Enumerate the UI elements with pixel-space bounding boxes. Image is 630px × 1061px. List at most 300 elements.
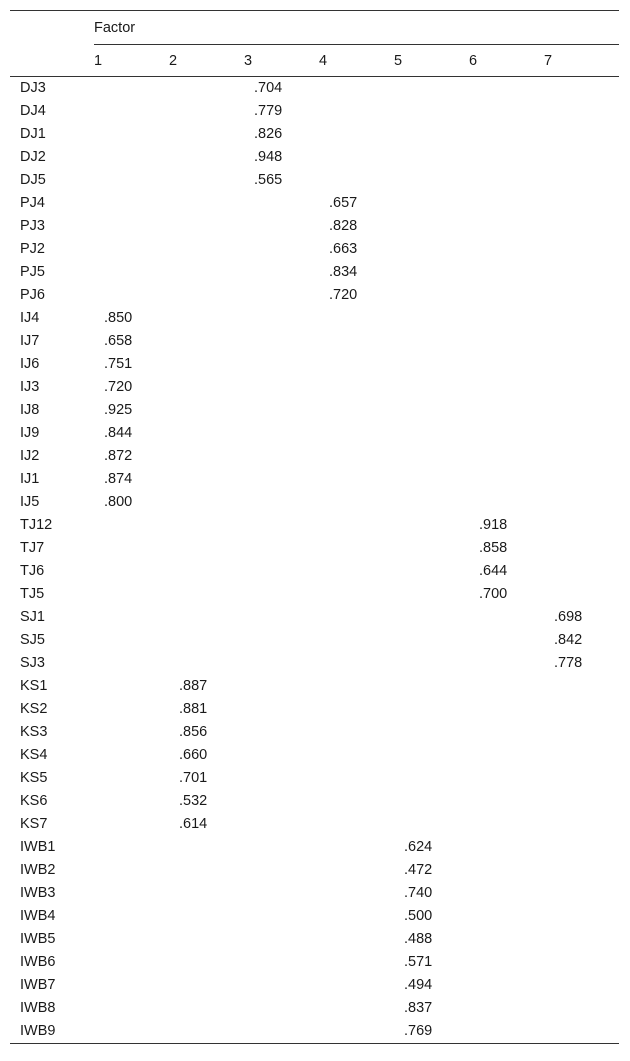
empty-cell <box>544 399 619 422</box>
empty-cell <box>169 629 244 652</box>
table-row <box>10 284 619 307</box>
empty-cell <box>394 238 469 261</box>
empty-cell <box>544 376 619 399</box>
table-row <box>10 905 619 928</box>
empty-cell <box>319 560 394 583</box>
empty-cell <box>94 652 169 675</box>
table-row <box>10 974 619 997</box>
empty-cell <box>544 284 619 307</box>
empty-cell <box>469 100 544 123</box>
empty-cell <box>469 192 544 215</box>
empty-cell <box>244 376 319 399</box>
row-label: SJ3 <box>20 655 45 671</box>
empty-cell <box>394 399 469 422</box>
empty-cell <box>469 123 544 146</box>
empty-cell <box>244 905 319 928</box>
empty-cell <box>394 192 469 215</box>
empty-cell <box>469 767 544 790</box>
empty-cell <box>319 583 394 606</box>
row-label: SJ1 <box>20 609 45 625</box>
loading-value: .834 <box>329 264 358 280</box>
empty-cell <box>244 721 319 744</box>
loading-value: .663 <box>329 241 358 257</box>
row-label: IWB5 <box>20 931 56 947</box>
empty-cell <box>169 399 244 422</box>
empty-cell <box>394 353 469 376</box>
header-row-columns <box>10 45 619 77</box>
row-label: TJ7 <box>20 540 45 556</box>
empty-cell <box>169 997 244 1020</box>
empty-cell <box>169 859 244 882</box>
table-row <box>10 353 619 376</box>
loading-value: .850 <box>104 310 133 326</box>
empty-cell <box>394 77 469 101</box>
header-corner-cell <box>10 45 94 77</box>
empty-cell <box>394 514 469 537</box>
table-row <box>10 928 619 951</box>
row-label: IWB3 <box>20 885 56 901</box>
empty-cell <box>244 514 319 537</box>
loading-value: .828 <box>329 218 358 234</box>
empty-cell <box>244 1020 319 1044</box>
row-label: DJ3 <box>20 80 46 96</box>
empty-cell <box>244 583 319 606</box>
row-label: IJ1 <box>20 471 40 487</box>
empty-cell <box>94 882 169 905</box>
empty-cell <box>244 422 319 445</box>
table-row <box>10 813 619 836</box>
empty-cell <box>169 905 244 928</box>
empty-cell <box>544 330 619 353</box>
row-label: KS2 <box>20 701 48 717</box>
empty-cell <box>169 169 244 192</box>
empty-cell <box>394 652 469 675</box>
empty-cell <box>244 790 319 813</box>
empty-cell <box>169 537 244 560</box>
empty-cell <box>169 376 244 399</box>
empty-cell <box>544 215 619 238</box>
empty-cell <box>244 307 319 330</box>
empty-cell <box>169 882 244 905</box>
empty-cell <box>544 859 619 882</box>
empty-cell <box>244 836 319 859</box>
empty-cell <box>319 376 394 399</box>
row-label: IWB7 <box>20 977 56 993</box>
empty-cell <box>394 721 469 744</box>
empty-cell <box>94 261 169 284</box>
empty-cell <box>169 652 244 675</box>
loading-value: .778 <box>554 655 583 671</box>
empty-cell <box>544 169 619 192</box>
table-row <box>10 100 619 123</box>
empty-cell <box>94 77 169 101</box>
loading-value: .881 <box>179 701 208 717</box>
empty-cell <box>544 1020 619 1044</box>
row-label: IJ8 <box>20 402 40 418</box>
empty-cell <box>544 422 619 445</box>
table-row <box>10 215 619 238</box>
empty-cell <box>94 284 169 307</box>
factor-loadings-table <box>10 10 619 1044</box>
loading-value: .700 <box>479 586 508 602</box>
loading-value: .837 <box>404 1000 433 1016</box>
empty-cell <box>544 445 619 468</box>
empty-cell <box>169 123 244 146</box>
empty-cell <box>544 583 619 606</box>
row-label: IJ5 <box>20 494 40 510</box>
empty-cell <box>319 974 394 997</box>
loading-value: .800 <box>104 494 133 510</box>
empty-cell <box>94 675 169 698</box>
empty-cell <box>94 928 169 951</box>
empty-cell <box>394 376 469 399</box>
empty-cell <box>244 537 319 560</box>
empty-cell <box>244 468 319 491</box>
loading-value: .769 <box>394 1020 469 1044</box>
empty-cell <box>469 790 544 813</box>
empty-cell <box>244 353 319 376</box>
empty-cell <box>244 652 319 675</box>
empty-cell <box>469 445 544 468</box>
loading-value: .826 <box>254 126 283 142</box>
table-row <box>10 307 619 330</box>
empty-cell <box>544 675 619 698</box>
empty-cell <box>469 215 544 238</box>
empty-cell <box>469 951 544 974</box>
empty-cell <box>394 606 469 629</box>
table-row <box>10 376 619 399</box>
empty-cell <box>94 905 169 928</box>
table-row <box>10 721 619 744</box>
empty-cell <box>319 951 394 974</box>
empty-cell <box>244 767 319 790</box>
row-label: IJ3 <box>20 379 40 395</box>
table-row <box>10 422 619 445</box>
empty-cell <box>319 629 394 652</box>
empty-cell <box>469 376 544 399</box>
empty-cell <box>544 974 619 997</box>
empty-cell <box>544 468 619 491</box>
table-header <box>10 11 619 77</box>
empty-cell <box>544 905 619 928</box>
empty-cell <box>319 100 394 123</box>
empty-cell <box>544 100 619 123</box>
empty-cell <box>169 1020 244 1044</box>
empty-cell <box>169 514 244 537</box>
row-label: DJ2 <box>20 149 46 165</box>
table-row <box>10 468 619 491</box>
empty-cell <box>394 790 469 813</box>
row-label: TJ12 <box>20 517 53 533</box>
empty-cell <box>169 353 244 376</box>
empty-cell <box>469 813 544 836</box>
column-header-2: 2 <box>169 45 244 77</box>
empty-cell <box>469 836 544 859</box>
row-label: KS3 <box>20 724 48 740</box>
loading-value: .720 <box>104 379 133 395</box>
empty-cell <box>544 491 619 514</box>
empty-cell <box>544 997 619 1020</box>
loading-value: .751 <box>104 356 133 372</box>
empty-cell <box>94 698 169 721</box>
loading-value: .624 <box>404 839 433 855</box>
empty-cell <box>94 123 169 146</box>
empty-cell <box>544 123 619 146</box>
loading-value: .720 <box>329 287 358 303</box>
column-header-1: 1 <box>94 45 169 77</box>
empty-cell <box>394 215 469 238</box>
empty-cell <box>319 307 394 330</box>
empty-cell <box>244 813 319 836</box>
table-row <box>10 997 619 1020</box>
empty-cell <box>94 560 169 583</box>
empty-cell <box>319 445 394 468</box>
empty-cell <box>94 1020 169 1044</box>
loading-value: .701 <box>179 770 208 786</box>
loading-value: .500 <box>404 908 433 924</box>
row-label: IWB4 <box>20 908 56 924</box>
empty-cell <box>469 422 544 445</box>
table-body <box>10 77 619 1044</box>
row-label: IJ9 <box>20 425 40 441</box>
loading-value: .658 <box>104 333 133 349</box>
empty-cell <box>544 882 619 905</box>
row-label: PJ3 <box>20 218 45 234</box>
empty-cell <box>169 928 244 951</box>
empty-cell <box>394 261 469 284</box>
empty-cell <box>469 238 544 261</box>
empty-cell <box>394 744 469 767</box>
empty-cell <box>544 836 619 859</box>
table-row <box>10 606 619 629</box>
row-label: TJ5 <box>20 586 45 602</box>
empty-cell <box>244 675 319 698</box>
empty-cell <box>244 928 319 951</box>
empty-cell <box>469 491 544 514</box>
empty-cell <box>469 652 544 675</box>
empty-cell <box>244 560 319 583</box>
empty-cell <box>319 928 394 951</box>
empty-cell <box>94 744 169 767</box>
loading-value: .918 <box>479 517 508 533</box>
empty-cell <box>394 100 469 123</box>
table-row <box>10 859 619 882</box>
empty-cell <box>169 100 244 123</box>
empty-cell <box>244 399 319 422</box>
empty-cell <box>319 399 394 422</box>
empty-cell <box>94 537 169 560</box>
loading-value: .887 <box>179 678 208 694</box>
empty-cell <box>244 284 319 307</box>
loading-value: .565 <box>254 172 283 188</box>
row-label: IWB1 <box>20 839 56 855</box>
empty-cell <box>94 974 169 997</box>
column-header-7: 7 <box>544 45 619 77</box>
table-row <box>10 882 619 905</box>
empty-cell <box>469 882 544 905</box>
empty-cell <box>244 606 319 629</box>
empty-cell <box>544 767 619 790</box>
empty-cell <box>94 629 169 652</box>
loading-value: .698 <box>554 609 583 625</box>
empty-cell <box>319 698 394 721</box>
row-label: KS1 <box>20 678 48 694</box>
row-label: PJ4 <box>20 195 45 211</box>
empty-cell <box>544 514 619 537</box>
empty-cell <box>469 77 544 101</box>
empty-cell <box>169 330 244 353</box>
table-row <box>10 77 619 101</box>
row-label: TJ6 <box>20 563 45 579</box>
empty-cell <box>244 974 319 997</box>
empty-cell <box>94 859 169 882</box>
empty-cell <box>319 790 394 813</box>
empty-cell <box>394 169 469 192</box>
empty-cell <box>94 583 169 606</box>
empty-cell <box>169 422 244 445</box>
row-label: IWB8 <box>20 1000 56 1016</box>
row-label: IWB2 <box>20 862 56 878</box>
empty-cell <box>469 675 544 698</box>
empty-cell <box>244 215 319 238</box>
empty-cell <box>319 537 394 560</box>
empty-cell <box>319 491 394 514</box>
row-label: DJ1 <box>20 126 46 142</box>
empty-cell <box>94 721 169 744</box>
loading-value: .948 <box>254 149 283 165</box>
empty-cell <box>469 997 544 1020</box>
loading-value: .614 <box>179 816 208 832</box>
empty-cell <box>169 468 244 491</box>
empty-cell <box>469 1020 544 1044</box>
empty-cell <box>319 652 394 675</box>
empty-cell <box>94 951 169 974</box>
empty-cell <box>469 284 544 307</box>
empty-cell <box>394 698 469 721</box>
loading-value: .644 <box>479 563 508 579</box>
loading-value: .779 <box>254 103 283 119</box>
empty-cell <box>544 951 619 974</box>
column-header-3: 3 <box>244 45 319 77</box>
row-label: IJ2 <box>20 448 40 464</box>
loading-value: .842 <box>554 632 583 648</box>
empty-cell <box>394 675 469 698</box>
empty-cell <box>469 261 544 284</box>
row-label: DJ5 <box>20 172 46 188</box>
empty-cell <box>319 606 394 629</box>
row-label: KS7 <box>20 816 48 832</box>
loading-value: .657 <box>329 195 358 211</box>
empty-cell <box>394 583 469 606</box>
column-header-5: 5 <box>394 45 469 77</box>
empty-cell <box>169 951 244 974</box>
row-label: PJ2 <box>20 241 45 257</box>
table-row <box>10 514 619 537</box>
table-row <box>10 146 619 169</box>
empty-cell <box>244 445 319 468</box>
empty-cell <box>169 284 244 307</box>
loading-value: .488 <box>404 931 433 947</box>
empty-cell <box>169 192 244 215</box>
table-row <box>10 123 619 146</box>
empty-cell <box>244 491 319 514</box>
empty-cell <box>544 261 619 284</box>
row-label: PJ5 <box>20 264 45 280</box>
empty-cell <box>544 307 619 330</box>
row-label: IJ4 <box>20 310 40 326</box>
loading-value: .872 <box>104 448 133 464</box>
empty-cell <box>169 974 244 997</box>
empty-cell <box>394 560 469 583</box>
empty-cell <box>394 284 469 307</box>
empty-cell <box>544 744 619 767</box>
empty-cell <box>169 261 244 284</box>
empty-cell <box>169 606 244 629</box>
empty-cell <box>244 629 319 652</box>
empty-cell <box>469 928 544 951</box>
empty-cell <box>319 997 394 1020</box>
empty-cell <box>544 721 619 744</box>
empty-cell <box>94 146 169 169</box>
empty-cell <box>319 882 394 905</box>
table-row <box>10 744 619 767</box>
empty-cell <box>544 560 619 583</box>
empty-cell <box>94 192 169 215</box>
empty-cell <box>319 146 394 169</box>
empty-cell <box>319 1020 394 1044</box>
empty-cell <box>469 169 544 192</box>
table-row <box>10 169 619 192</box>
empty-cell <box>94 997 169 1020</box>
empty-cell <box>469 468 544 491</box>
table-row <box>10 629 619 652</box>
empty-cell <box>469 629 544 652</box>
empty-cell <box>544 353 619 376</box>
empty-cell <box>544 698 619 721</box>
table-row <box>10 652 619 675</box>
empty-cell <box>319 859 394 882</box>
empty-cell <box>94 215 169 238</box>
empty-cell <box>244 192 319 215</box>
empty-cell <box>544 192 619 215</box>
empty-cell <box>244 698 319 721</box>
empty-cell <box>244 859 319 882</box>
row-label: IJ7 <box>20 333 40 349</box>
empty-cell <box>394 491 469 514</box>
empty-cell <box>469 974 544 997</box>
empty-cell <box>94 169 169 192</box>
empty-cell <box>94 238 169 261</box>
empty-cell <box>544 146 619 169</box>
empty-cell <box>469 606 544 629</box>
empty-cell <box>394 537 469 560</box>
empty-cell <box>469 744 544 767</box>
empty-cell <box>469 721 544 744</box>
empty-cell <box>469 307 544 330</box>
empty-cell <box>244 330 319 353</box>
loading-value: .472 <box>404 862 433 878</box>
empty-cell <box>94 514 169 537</box>
row-label: KS6 <box>20 793 48 809</box>
row-label: IWB6 <box>20 954 56 970</box>
loading-value: .704 <box>254 80 283 96</box>
table-row <box>10 445 619 468</box>
table-row <box>10 330 619 353</box>
row-label: KS4 <box>20 747 48 763</box>
row-label: PJ6 <box>20 287 45 303</box>
empty-cell <box>394 123 469 146</box>
empty-cell <box>169 215 244 238</box>
